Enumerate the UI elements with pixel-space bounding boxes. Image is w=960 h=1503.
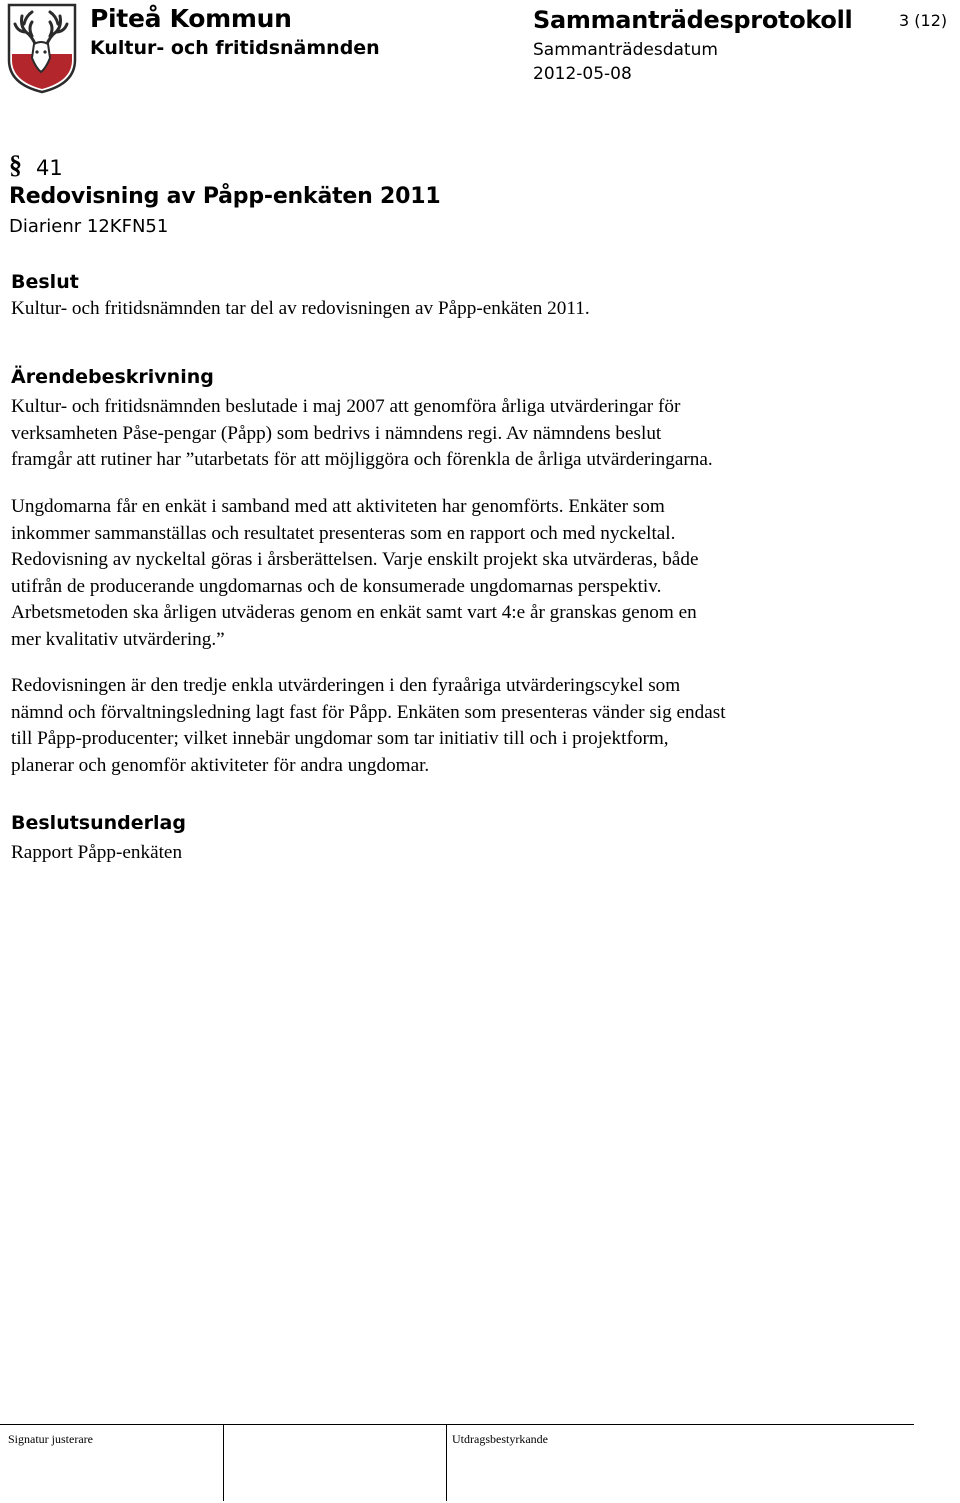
- paragraph-line: Redovisning av nyckeltal göras i årsberättelsen. Varje enskilt projekt ska utvärderas, både: [11, 549, 699, 571]
- case-description-paragraph-3: [11, 673, 726, 779]
- paragraph-line: nämnd och förvaltningsledning lagt fast för Påpp. Enkäten som presenteras vänder sig endast: [11, 701, 726, 723]
- page-number: 3 (12): [899, 11, 948, 30]
- footer-column-divider: [223, 1425, 224, 1501]
- case-description-paragraph-2: [11, 494, 699, 654]
- item-title: Redovisning av Påpp-enkäten 2011: [9, 184, 441, 209]
- diary-number: Diarienr 12KFN51: [9, 216, 169, 237]
- section-number: 41: [36, 156, 63, 180]
- signature-label: Signatur justerare: [8, 1432, 93, 1446]
- decision-line: Kultur- och fritidsnämnden tar del av redovisningen av Påpp-enkäten 2011.: [11, 298, 590, 319]
- paragraph-line: verksamheten Påse-pengar (Påpp) som bedrivs i nämndens regi. Av nämndens beslut: [11, 422, 662, 444]
- basis-heading: Beslutsunderlag: [11, 812, 186, 834]
- basis-text: [11, 840, 182, 867]
- footer-divider: [0, 1424, 914, 1425]
- paragraph-line: framgår att rutiner har ”utarbetats för att möjliggöra och förenkla de årliga utvärderingarna.: [11, 449, 713, 471]
- paragraph-line: Kultur- och fritidsnämnden beslutade i maj 2007 att genomföra årliga utvärderingar för: [11, 396, 681, 417]
- case-description-heading: Ärendebeskrivning: [11, 366, 214, 388]
- section-sign: §: [9, 150, 22, 179]
- document-title: Sammanträdesprotokoll: [533, 6, 853, 34]
- paragraph-line: Ungdomarna får en enkät i samband med att aktiviteten har genomförts. Enkäter som: [11, 496, 665, 517]
- footer-column-divider: [446, 1425, 447, 1501]
- meeting-date: 2012-05-08: [533, 64, 632, 84]
- committee-name: Kultur- och fritidsnämnden: [90, 37, 380, 59]
- organization-name: Piteå Kommun: [90, 4, 292, 33]
- paragraph-line: till Påpp-producenter; vilket innebär ungdomar som tar initiativ till och i projektform,: [11, 728, 669, 750]
- paragraph-line: mer kvalitativ utvärdering.”: [11, 628, 225, 650]
- paragraph-line: inkommer sammanställas och resultatet presenteras som en rapport och med nyckeltal.: [11, 522, 676, 544]
- decision-text: [11, 296, 590, 323]
- certification-label: Utdragsbestyrkande: [452, 1432, 548, 1446]
- decision-heading: Beslut: [11, 271, 79, 293]
- pitea-kommun-reindeer-crest-icon: [6, 2, 78, 94]
- paragraph-line: planerar och genomför aktiviteter för andra ungdomar.: [11, 754, 430, 776]
- basis-line: Rapport Påpp-enkäten: [11, 842, 183, 863]
- case-description-paragraph-1: [11, 394, 713, 474]
- paragraph-line: Redovisningen är den tredje enkla utvärderingen i den fyraåriga utvärderingscykel som: [11, 675, 681, 696]
- meeting-date-label: Sammanträdesdatum: [533, 40, 718, 60]
- paragraph-line: Arbetsmetoden ska årligen utväderas genom en enkät samt vart 4:e år granskas genom en: [11, 602, 697, 624]
- paragraph-line: utifrån de producerande ungdomarnas och de konsumerade ungdomarnas perspektiv.: [11, 575, 662, 597]
